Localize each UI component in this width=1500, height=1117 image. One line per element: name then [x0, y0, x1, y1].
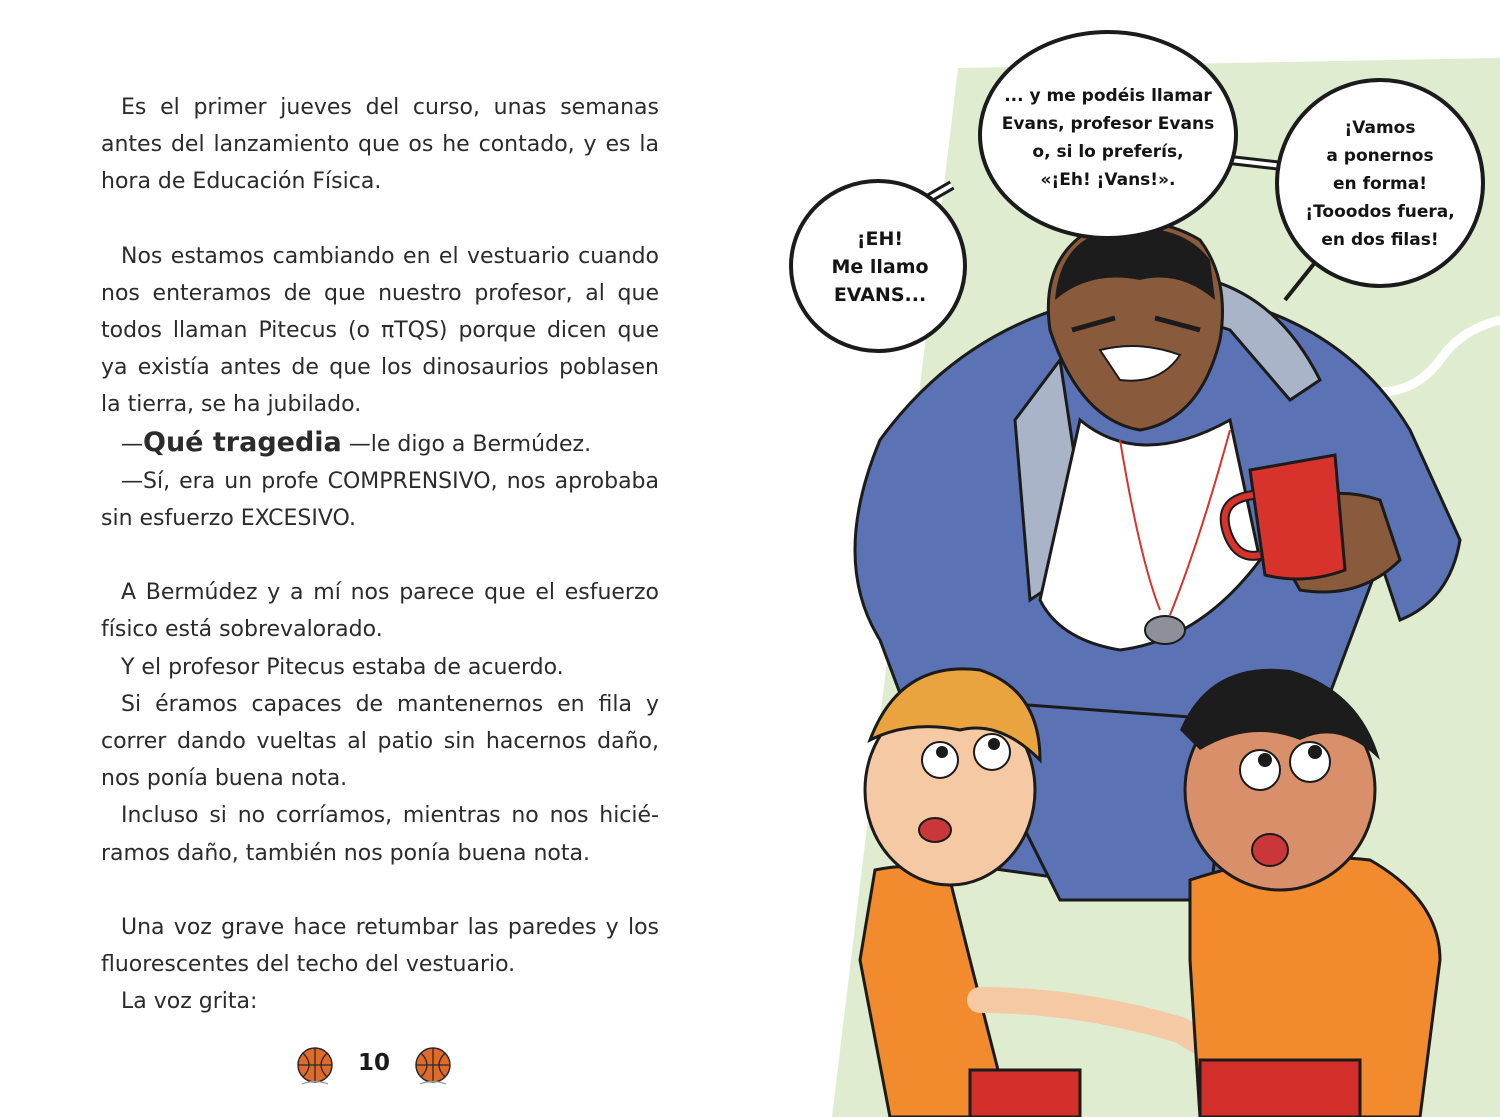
bubble-line: ... y me podéis llamar [1004, 86, 1212, 106]
paragraph: Es el primer jueves del curso, unas semanas antes del lanzamiento que os he contado, y es la hora de Educación Física. [101, 95, 659, 195]
paragraph-text: —le digo a Bermúdez. [341, 431, 592, 457]
paragraph: —Sí, era un profe COMPRENSIVO, nos aprobaba sin esfuerzo EXCESIVO. [101, 468, 659, 532]
basketball-icon [414, 1046, 452, 1086]
page-folio [296, 1046, 452, 1088]
bubble-right-text [1290, 114, 1470, 254]
paragraph: Nos estamos cambiando en el vestuario cuando nos enteramos de que nuestro profesor, al que todos llaman Pitecus (o πTQS) porque dicen que ya existía antes de que los dinosaurios poblasen la tierra, se ha jubilado. [101, 243, 659, 418]
bubble-line: en forma! [1333, 174, 1427, 194]
paragraph: Incluso si no corríamos, mientras no nos hicié-ramos daño, también nos ponía buena nota. [101, 803, 659, 866]
bubble-line: Evans, profesor Evans [1001, 114, 1215, 134]
bubble-middle-text [990, 82, 1226, 194]
bubble-line: o, si lo preferís, [1032, 142, 1184, 162]
paragraph: La voz grita: [121, 989, 258, 1015]
paragraph: Una voz grave hace retumbar las paredes y los fluorescentes del techo del vestuario. [101, 914, 659, 978]
paragraph [101, 424, 659, 463]
bubble-line: a ponernos [1326, 146, 1434, 166]
body-text [101, 89, 659, 1020]
bubble-line: ¡EH! [856, 228, 904, 250]
bubble-line: ¡Vamos [1344, 118, 1416, 138]
paragraph: Y el profesor Pitecus estaba de acuerdo. [121, 654, 564, 680]
page-number: 10 [357, 1050, 390, 1076]
dialogue-dash: — [121, 431, 143, 457]
emphasis-text: Qué tragedia [143, 426, 342, 458]
bubble-line: EVANS... [833, 284, 927, 306]
paragraph: A Bermúdez y a mí nos parece que el esfuerzo físico está sobrevalorado. [101, 580, 659, 643]
bubble-line: en dos filas! [1321, 230, 1439, 250]
paragraph: Si éramos capaces de mantenernos en fila y correr dando vueltas al patio sin hacernos daño, nos ponía buena nota. [101, 691, 659, 792]
right-page [760, 0, 1500, 1117]
bubble-line: «¡Eh! ¡Vans!». [1040, 170, 1176, 190]
basketball-icon [296, 1046, 334, 1086]
bubble-line: ¡Tooodos fuera, [1305, 202, 1455, 222]
bubble-left-text [810, 225, 950, 309]
bubble-line: Me llamo [831, 256, 929, 278]
